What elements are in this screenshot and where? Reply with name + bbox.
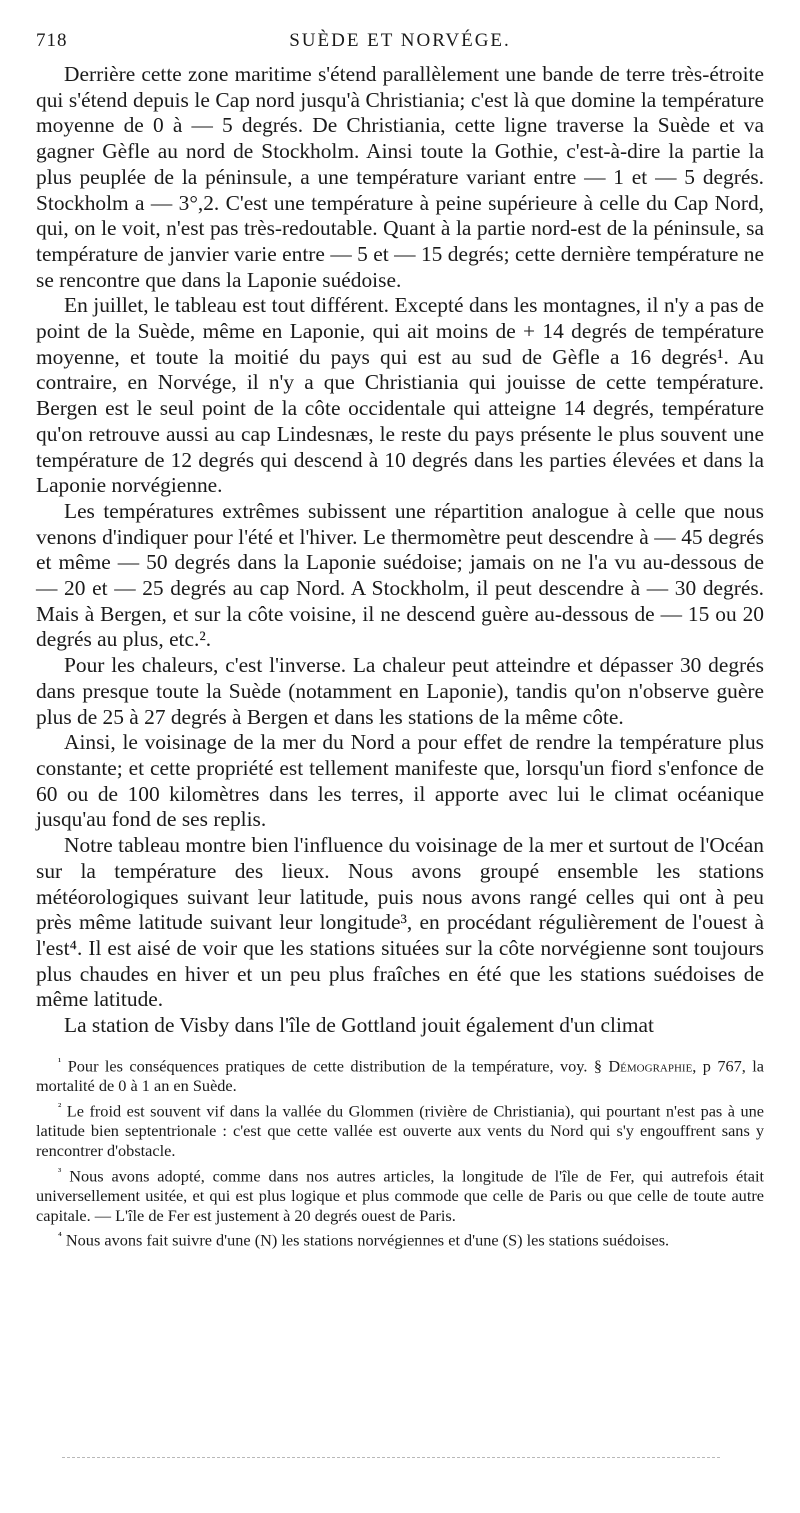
paragraph-winter-temperatures: Derrière cette zone maritime s'étend parallèlement une bande de terre très-étroite qui s'étend depuis le Cap nord jusqu'à Christiania; c'est là que domine la température moyenne de 0 à — 5 degrés. De Christiania, cette ligne traverse la Suède et va gagner Gèfle au nord de Stockholm. Ainsi toute la Gothie, c'est-à-dire la partie la plus peuplée de la péninsule, a une température variant entre — 1 et — 5 degrés. Stockholm a — 3°,2. C'est une température à peine supérieure à celle du Cap Nord, qui, on le voit, n'est pas très-redoutable. Quant à la partie nord-est de la péninsule, sa température de janvier varie entre — 5 et — 15 degrés; cette dernière température ne se rencontre que dans la Laponie suédoise. <box>36 62 764 292</box>
paragraph-table-explanation: Notre tableau montre bien l'influence du voisinage de la mer et surtout de l'Océan sur la température des lieux. Nous avons groupé ensemble les stations météorologiques suivant leur latitude, puis nous avons rangé celles qui ont à peu près même latitude suivant leur longitude³, en procédant régulièrement de l'ouest à l'est⁴. Il est aisé de voir que les stations situées sur la côte norvégienne sont toujours plus chaudes en hiver et un peu plus fraîches en été que les stations suédoises de même latitude. <box>36 833 764 1012</box>
footnote-1 <box>36 1053 764 1096</box>
footer-rule <box>62 1457 720 1458</box>
running-head <box>36 28 764 58</box>
footnote-4 <box>36 1227 764 1250</box>
footnotes <box>36 1053 764 1251</box>
footnote-text: Pour les conséquences pratiques de cette distribution de la température, voy. § <box>61 1056 609 1076</box>
footnote-mark: ² <box>58 1100 62 1113</box>
footnote-mark: ³ <box>58 1165 62 1178</box>
footnote-mark: ¹ <box>58 1055 62 1068</box>
footnote-text: Le froid est souvent vif dans la vallée du Glommen (rivière de Christiania), qui pourtant n'est pas à une latitude bien septentrionale : c'est que cette vallée est ouverte aux vents du Nord qui s'y engouffrent sans y rencontrer d'obstacle. <box>36 1101 764 1160</box>
footnote-2 <box>36 1098 764 1161</box>
footnote-text: Nous avons adopté, comme dans nos autres articles, la longitude de l'île de Fer, qui autrefois était universellement usitée, et qui est plus logique et plus commode que celle de Paris ou que celle de toute autre capitale. — L'île de Fer est justement à 20 degrés ouest de Paris. <box>36 1165 764 1225</box>
footnote-text: , p 767, la mortalité de 0 à 1 an en Suède. <box>36 1056 764 1095</box>
paragraph-extreme-temperatures: Les températures extrêmes subissent une répartition analogue à celle que nous venons d'indiquer pour l'été et l'hiver. Le thermomètre peut descendre à — 45 degrés et même — 50 degrés dans la Laponie suédoise; jamais on ne l'a vu au-dessous de — 20 et — 25 degrés au cap Nord. A Stockholm, il peut descendre à — 30 degrés. Mais à Bergen, et sur la côte voisine, il ne descend guère au-dessous de — 15 ou 20 degrés au plus, etc.². <box>36 498 764 652</box>
paragraph-heat: Pour les chaleurs, c'est l'inverse. La chaleur peut atteindre et dépasser 30 degrés dans presque toute la Suède (notamment en Laponie), tandis qu'on n'observe guère plus de 25 à 27 degrés à Bergen et dans les stations de la même côte. <box>36 653 764 729</box>
paragraph-july-temperatures: En juillet, le tableau est tout différent. Excepté dans les montagnes, il n'y a pas de point de la Suède, même en Laponie, qui ait moins de + 14 degrés de température moyenne, et toute la moitié du pays qui est au sud de Gèfle a 16 degrés¹. Au contraire, en Norvége, il n'y a que Christiania qui jouisse de cette température. Bergen est le seul point de la côte occidentale qui atteigne 14 degrés, température qu'on retrouve aussi au cap Lindesnæs, le reste du pays présente le plus souvent une température de 12 degrés qui descend à 10 degrés dans les parties élevées et dans la Laponie norvégienne. <box>36 293 764 498</box>
paragraph-visby: La station de Visby dans l'île de Gottland jouit également d'un climat <box>64 1013 654 1038</box>
body-text <box>36 62 764 1039</box>
footnote-text: Nous avons fait suivre d'une (N) les stations norvégiennes et d'une (S) les stations suédoises. <box>61 1230 670 1250</box>
footnote-3 <box>36 1163 764 1226</box>
footnote-reference: Démographie <box>608 1056 693 1076</box>
paragraph-sea-influence: Ainsi, le voisinage de la mer du Nord a pour effet de rendre la température plus constante; et cette propriété est tellement manifeste que, lorsqu'un fiord s'enfonce de 60 ou de 100 kilomètres dans les terres, il apporte avec lui le climat océanique jusqu'au fond de ses replis. <box>36 730 764 832</box>
page-number: 718 <box>36 30 68 51</box>
footnote-mark: ⁴ <box>58 1230 62 1243</box>
running-title: SUÈDE ET NORVÉGE. <box>289 30 511 51</box>
